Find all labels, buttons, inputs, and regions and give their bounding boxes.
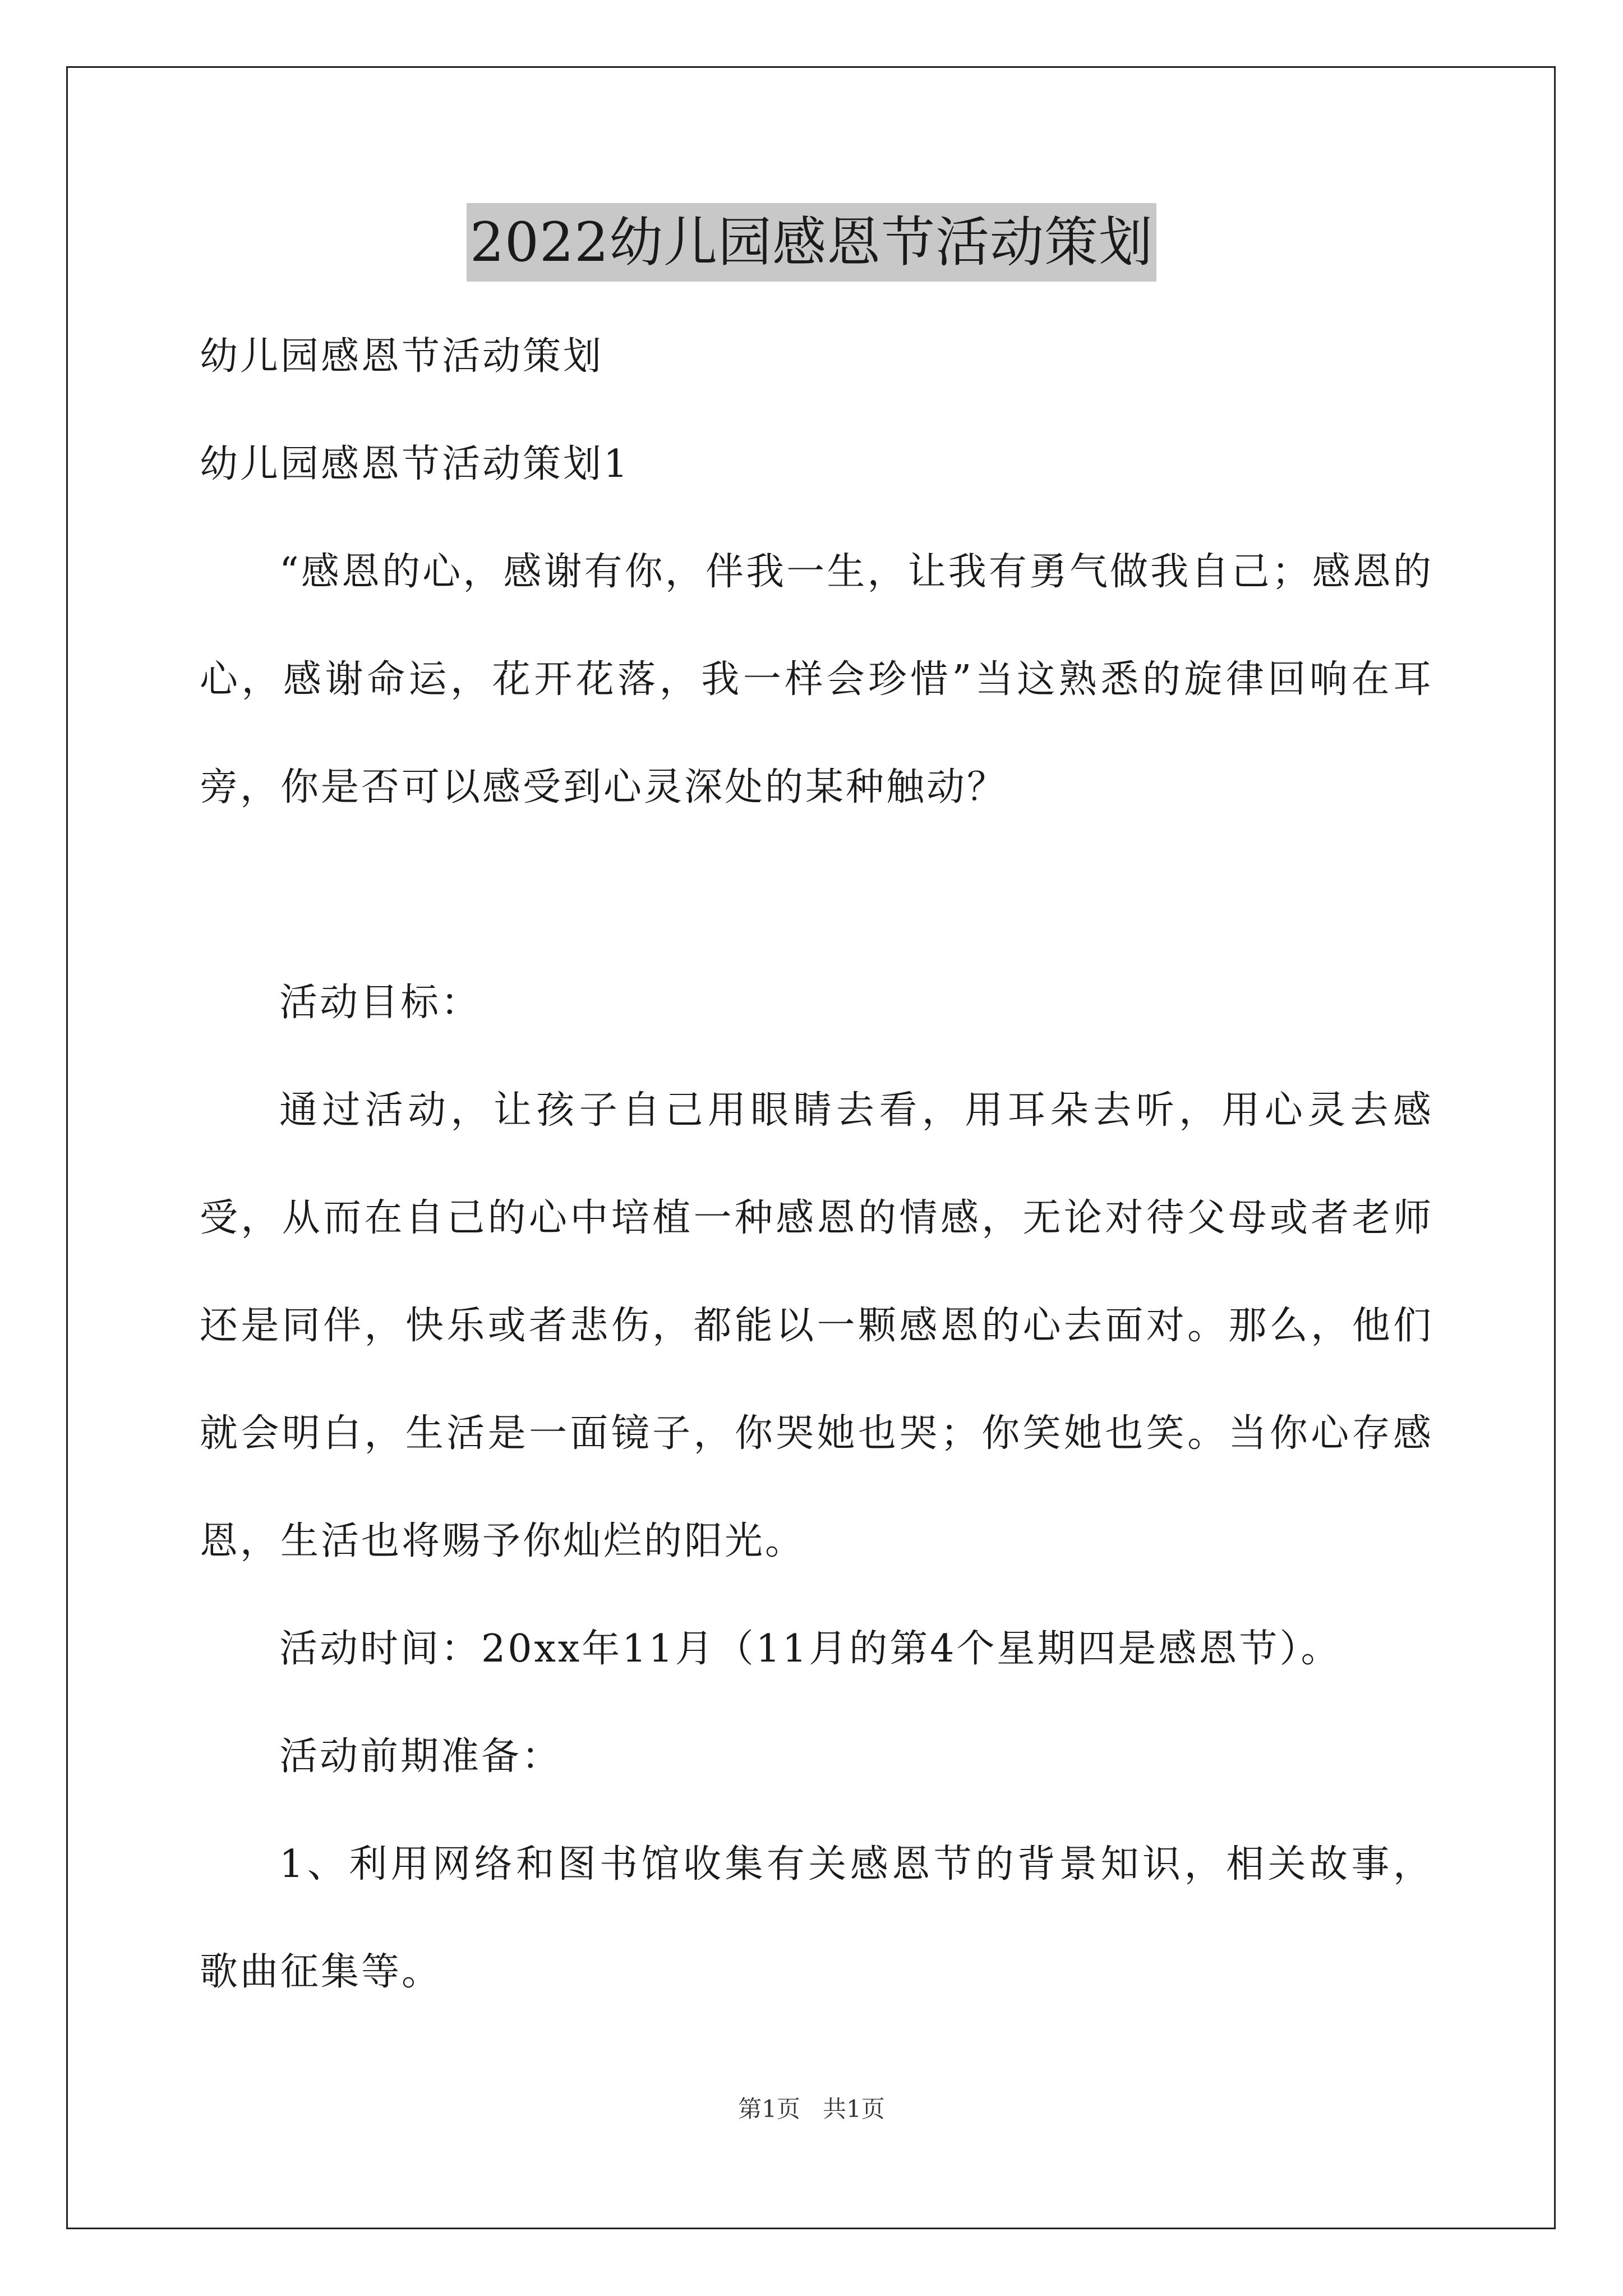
paragraph-activity-time: 活动时间：20xx年11月（11月的第4个星期四是感恩节）。: [279, 1627, 1341, 1671]
paragraph-intro: “感恩的心，感谢有你，伴我一生，让我有勇气做我自己；感恩的心，感谢命运，花开花落，我一样会珍惜”当这熟悉的旋律回响在耳旁，你是否可以感受到心灵深处的某种触动？: [200, 550, 1433, 809]
paragraph-prep-item-1: 1、利用网络和图书馆收集有关感恩节的背景知识，相关故事，歌曲征集等。: [200, 1842, 1433, 1994]
page-number-footer: 第1页 共1页: [738, 2095, 885, 2123]
paragraph-goal-heading: 活动目标：: [279, 981, 482, 1025]
title-container: [0, 203, 1623, 282]
paragraph-subtitle: 幼儿园感恩节活动策划: [200, 334, 604, 379]
paragraph-section-heading: 幼儿园感恩节活动策划1: [200, 442, 630, 486]
document-title: 2022幼儿园感恩节活动策划: [467, 203, 1156, 282]
paragraph-prep-heading: 活动前期准备：: [279, 1734, 562, 1779]
paragraph-goal-text: 通过活动，让孩子自己用眼睛去看，用耳朵去听，用心灵去感受，从而在自己的心中培植一种感恩的情感，无论对待父母或者老师还是同伴，快乐或者悲伤，都能以一颗感恩的心去面对。那么，他们就会明白，生活是一面镜子，你哭她也哭；你笑她也笑。当你心存感恩，生活也将赐予你灿烂的阳光。: [200, 1088, 1433, 1563]
document-body: [200, 303, 1433, 2026]
